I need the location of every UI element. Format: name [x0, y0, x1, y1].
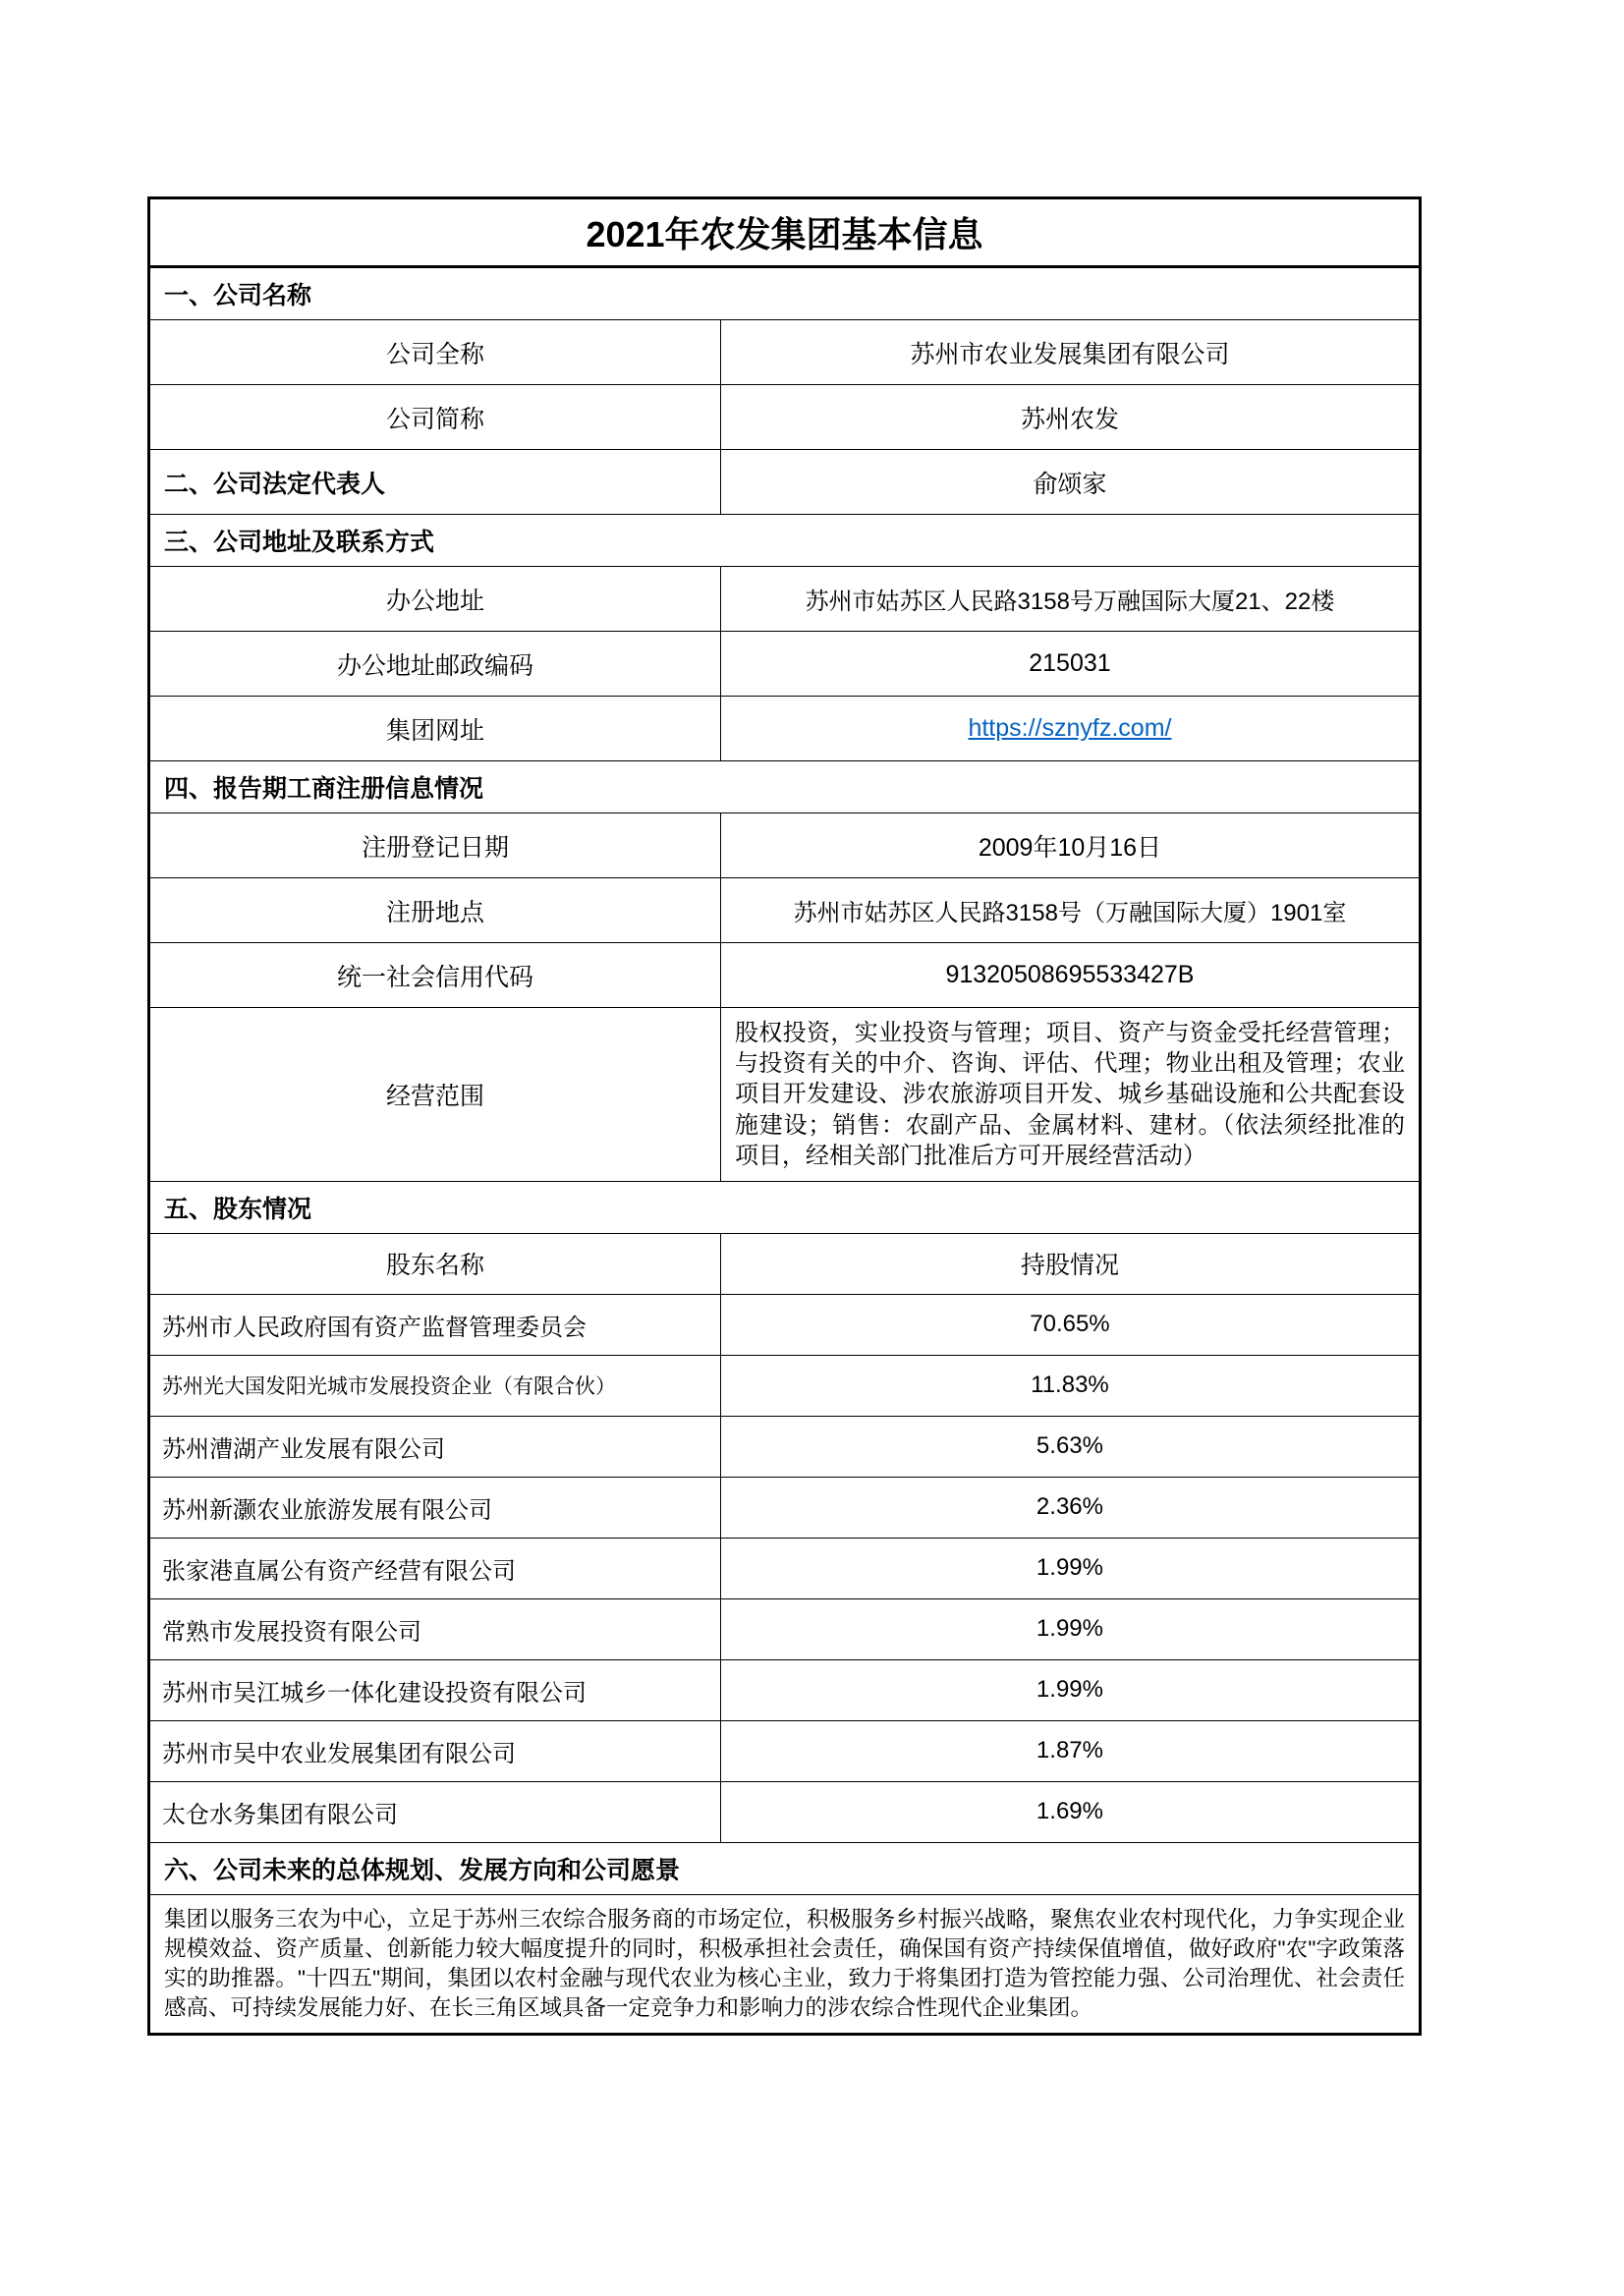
- office-address-label-cell: [150, 567, 721, 631]
- shareholder-stake-cell: [721, 1782, 1419, 1842]
- shareholder-stake: 2.36%: [1036, 1493, 1103, 1521]
- table-row-credit-code: [150, 943, 1419, 1008]
- table-row-full-name: [150, 320, 1419, 385]
- shareholder-row: [150, 1599, 1419, 1660]
- section-header-label: 五、股东情况: [164, 1195, 312, 1223]
- short-name-value: 苏州农发: [1020, 405, 1119, 433]
- postcode-label: 办公地址邮政编码: [336, 651, 533, 680]
- registration-date-label-cell: [150, 813, 721, 877]
- section-header-label: 三、公司地址及联系方式: [164, 529, 435, 556]
- credit-code-value: 91320508695533427B: [945, 961, 1195, 988]
- table-row-short-name: [150, 385, 1419, 450]
- shareholder-stake-cell: [721, 1599, 1419, 1659]
- shareholder-stake-cell: [721, 1660, 1419, 1720]
- credit-code-label-cell: [150, 943, 721, 1007]
- shareholder-name-cell: [150, 1478, 721, 1538]
- short-name-label: 公司简称: [385, 405, 484, 433]
- business-scope-value-cell: [721, 1008, 1419, 1181]
- shareholder-name: 苏州新灏农业旅游发展有限公司: [162, 1496, 492, 1524]
- shareholder-name-cell: [150, 1599, 721, 1659]
- registration-date-label: 注册登记日期: [361, 833, 509, 862]
- shareholder-name: 苏州市人民政府国有资产监督管理委员会: [162, 1314, 587, 1341]
- shareholder-stake-cell: [721, 1721, 1419, 1781]
- shareholder-row: [150, 1417, 1419, 1478]
- office-address-value: 苏州市姑苏区人民路3158号万融国际大厦21、22楼: [805, 588, 1335, 615]
- shareholder-stake-cell: [721, 1478, 1419, 1538]
- vision-paragraph: 集团以服务三农为中心，立足于苏州三农综合服务商的市场定位，积极服务乡村振兴战略，聚焦农业农村现代化，力争实现企业规模效益、资产质量、创新能力较大幅度提升的同时，积极承担社会责任，确保国有资产持续保值增值，做好政府"农"字政策落实的助推器。"十四五"期间，集团以农村金融与现代农业为核心主业，致力于将集团打造为管控能力强、公司治理优、社会责任感高、可持续发展能力好、在长三角区域具备一定竞争力和影响力的涉农综合性现代企业集团。: [164, 1906, 1405, 2020]
- shareholder-row: [150, 1782, 1419, 1843]
- registration-place-value: 苏州市姑苏区人民路3158号（万融国际大厦）1901室: [793, 900, 1347, 926]
- shareholder-stake-cell: [721, 1539, 1419, 1598]
- section-header-shareholders: [150, 1182, 1419, 1234]
- legal-representative-value: 俞颂家: [1033, 470, 1107, 498]
- document-title: 2021年农发集团基本信息: [586, 214, 983, 254]
- shareholder-row: [150, 1356, 1419, 1417]
- postcode-value: 215031: [1029, 649, 1111, 677]
- credit-code-label: 统一社会信用代码: [336, 963, 533, 991]
- registration-place-label-cell: [150, 878, 721, 942]
- shareholder-name: 太仓水务集团有限公司: [162, 1801, 398, 1828]
- short-name-label-cell: [150, 385, 721, 449]
- shareholder-name-cell: [150, 1539, 721, 1598]
- table-row-postcode: [150, 632, 1419, 697]
- shareholder-name-cell: [150, 1782, 721, 1842]
- legal-representative-header-cell: [150, 450, 721, 514]
- full-name-value: 苏州市农业发展集团有限公司: [910, 340, 1230, 368]
- shareholder-stake-cell: [721, 1295, 1419, 1355]
- section-header-label: 四、报告期工商注册信息情况: [164, 775, 484, 803]
- shareholder-row: [150, 1295, 1419, 1356]
- registration-date-value: 2009年10月16日: [978, 833, 1162, 862]
- section-header-vision: [150, 1843, 1419, 1895]
- postcode-label-cell: [150, 632, 721, 696]
- shareholder-name-header-cell: [150, 1234, 721, 1294]
- section-header-label: 六、公司未来的总体规划、发展方向和公司愿景: [164, 1856, 681, 1884]
- shareholder-name-cell: [150, 1417, 721, 1477]
- website-value-cell: [721, 697, 1419, 760]
- website-label: 集团网址: [385, 716, 484, 745]
- shareholder-name-cell: [150, 1660, 721, 1720]
- shareholder-table-header-row: [150, 1234, 1419, 1295]
- table-row-business-scope: [150, 1008, 1419, 1182]
- section-header-address: [150, 515, 1419, 567]
- shareholder-stake: 1.99%: [1036, 1615, 1103, 1643]
- shareholder-name-header: 股东名称: [385, 1252, 484, 1280]
- shareholder-name: 苏州市吴江城乡一体化建设投资有限公司: [162, 1679, 587, 1707]
- shareholder-stake-header: 持股情况: [1020, 1252, 1119, 1280]
- shareholder-name: 苏州光大国发阳光城市发展投资企业（有限合伙）: [162, 1375, 616, 1399]
- shareholder-name-cell: [150, 1295, 721, 1355]
- website-label-cell: [150, 697, 721, 760]
- shareholder-name: 张家港直属公有资产经营有限公司: [162, 1557, 516, 1585]
- shareholder-stake: 1.99%: [1036, 1676, 1103, 1704]
- shareholder-row: [150, 1478, 1419, 1539]
- legal-representative-value-cell: [721, 450, 1419, 514]
- section-header-label: 一、公司名称: [164, 282, 312, 309]
- section-header-company-name: [150, 268, 1419, 320]
- full-name-label: 公司全称: [385, 340, 484, 368]
- table-row-registration-place: [150, 878, 1419, 943]
- company-info-table: [147, 196, 1422, 2036]
- registration-date-value-cell: [721, 813, 1419, 877]
- shareholder-stake: 5.63%: [1036, 1432, 1103, 1460]
- postcode-value-cell: [721, 632, 1419, 696]
- shareholder-stake: 11.83%: [1031, 1372, 1109, 1399]
- shareholder-name: 苏州市吴中农业发展集团有限公司: [162, 1740, 516, 1767]
- business-scope-label: 经营范围: [385, 1082, 484, 1110]
- shareholder-row: [150, 1721, 1419, 1782]
- shareholder-stake: 1.87%: [1036, 1737, 1103, 1764]
- table-row-office-address: [150, 567, 1419, 632]
- registration-place-label: 注册地点: [385, 898, 484, 926]
- shareholder-name: 常熟市发展投资有限公司: [162, 1618, 421, 1646]
- business-scope-value: 股权投资，实业投资与管理；项目、资产与资金受托经营管理；与投资有关的中介、咨询、评估、代理；物业出租及管理；农业项目开发建设、涉农旅游项目开发、城乡基础设施和公共配套设施建设；销售：农副产品、金属材料、建材。（依法须经批准的项目，经相关部门批准后方可开展经营活动）: [734, 1020, 1405, 1169]
- vision-paragraph-row: [150, 1895, 1419, 2033]
- office-address-value-cell: [721, 567, 1419, 631]
- section-header-registration: [150, 761, 1419, 813]
- table-row-website: [150, 697, 1419, 761]
- legal-representative-header: 二、公司法定代表人: [164, 470, 386, 498]
- registration-place-value-cell: [721, 878, 1419, 942]
- shareholder-stake: 70.65%: [1030, 1311, 1110, 1338]
- full-name-label-cell: [150, 320, 721, 384]
- shareholder-stake-header-cell: [721, 1234, 1419, 1294]
- shareholder-stake: 1.99%: [1036, 1554, 1103, 1582]
- full-name-value-cell: [721, 320, 1419, 384]
- shareholder-row: [150, 1660, 1419, 1721]
- shareholder-stake: 1.69%: [1036, 1798, 1103, 1825]
- credit-code-value-cell: [721, 943, 1419, 1007]
- shareholder-stake-cell: [721, 1356, 1419, 1416]
- table-title-row: [150, 199, 1419, 268]
- table-row-registration-date: [150, 813, 1419, 878]
- shareholder-name-cell: [150, 1356, 721, 1416]
- short-name-value-cell: [721, 385, 1419, 449]
- shareholder-row: [150, 1539, 1419, 1599]
- shareholder-name-cell: [150, 1721, 721, 1781]
- shareholder-name: 苏州漕湖产业发展有限公司: [162, 1435, 445, 1463]
- shareholder-stake-cell: [721, 1417, 1419, 1477]
- office-address-label: 办公地址: [385, 587, 484, 615]
- table-row-legal-representative: [150, 450, 1419, 515]
- business-scope-label-cell: [150, 1008, 721, 1181]
- website-link[interactable]: https://sznyfz.com/: [968, 714, 1172, 742]
